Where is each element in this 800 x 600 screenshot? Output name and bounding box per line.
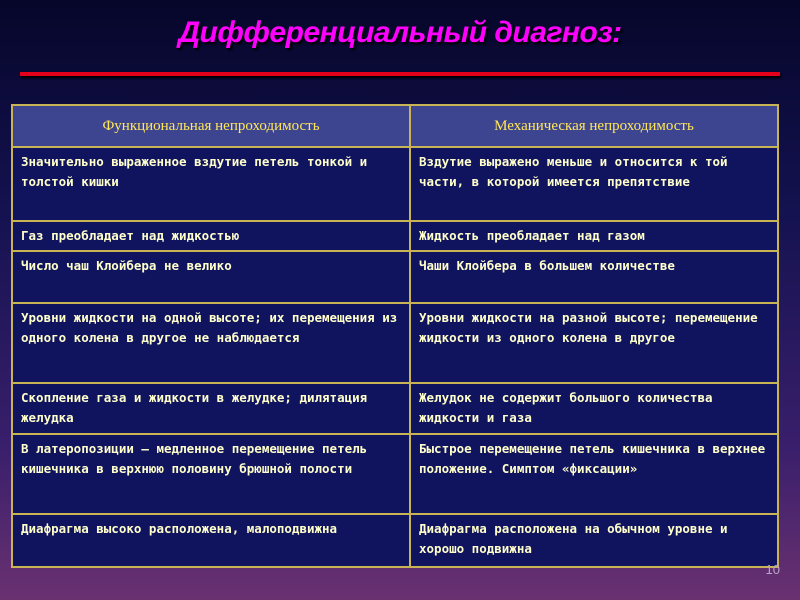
functional-cell: Значительно выраженное вздутие петель тонкой и толстой кишки (12, 147, 410, 221)
mechanical-cell: Вздутие выражено меньше и относится к той части, в которой имеется препятствие (410, 147, 778, 221)
table-row (12, 434, 778, 514)
column-header-functional: Функциональная непроходимость (12, 105, 410, 147)
table-row (12, 303, 778, 383)
slide-title: Дифференциальный диагноз: (178, 16, 622, 49)
table-row (12, 514, 778, 567)
functional-cell: Диафрагма высоко расположена, малоподвижна (12, 514, 410, 567)
differential-diagnosis-table (11, 104, 779, 568)
title-divider (20, 72, 780, 76)
functional-cell: Скопление газа и жидкости в желудке; дилятация желудка (12, 383, 410, 434)
table-row (12, 147, 778, 221)
functional-cell: Число чаш Клойбера не велико (12, 251, 410, 302)
table-row (12, 383, 778, 434)
mechanical-cell: Уровни жидкости на разной высоте; перемещение жидкости из одного колена в другое (410, 303, 778, 383)
mechanical-cell: Диафрагма расположена на обычном уровне и хорошо подвижна (410, 514, 778, 567)
mechanical-cell: Чаши Клойбера в большем количестве (410, 251, 778, 302)
functional-cell: Уровни жидкости на одной высоте; их перемещения из одного колена в другое не наблюдается (12, 303, 410, 383)
table-row (12, 221, 778, 252)
table-row (12, 251, 778, 302)
mechanical-cell: Быстрое перемещение петель кишечника в верхнее положение. Симптом «фиксации» (410, 434, 778, 514)
column-header-mechanical: Механическая непроходимость (410, 105, 778, 147)
mechanical-cell: Жидкость преобладает над газом (410, 221, 778, 252)
functional-cell: В латеропозиции – медленное перемещение петель кишечника в верхнюю половину брюшной полости (12, 434, 410, 514)
mechanical-cell: Желудок не содержит большого количества жидкости и газа (410, 383, 778, 434)
table-header-row (12, 105, 778, 147)
page-number: 10 (765, 562, 780, 577)
functional-cell: Газ преобладает над жидкостью (12, 221, 410, 252)
